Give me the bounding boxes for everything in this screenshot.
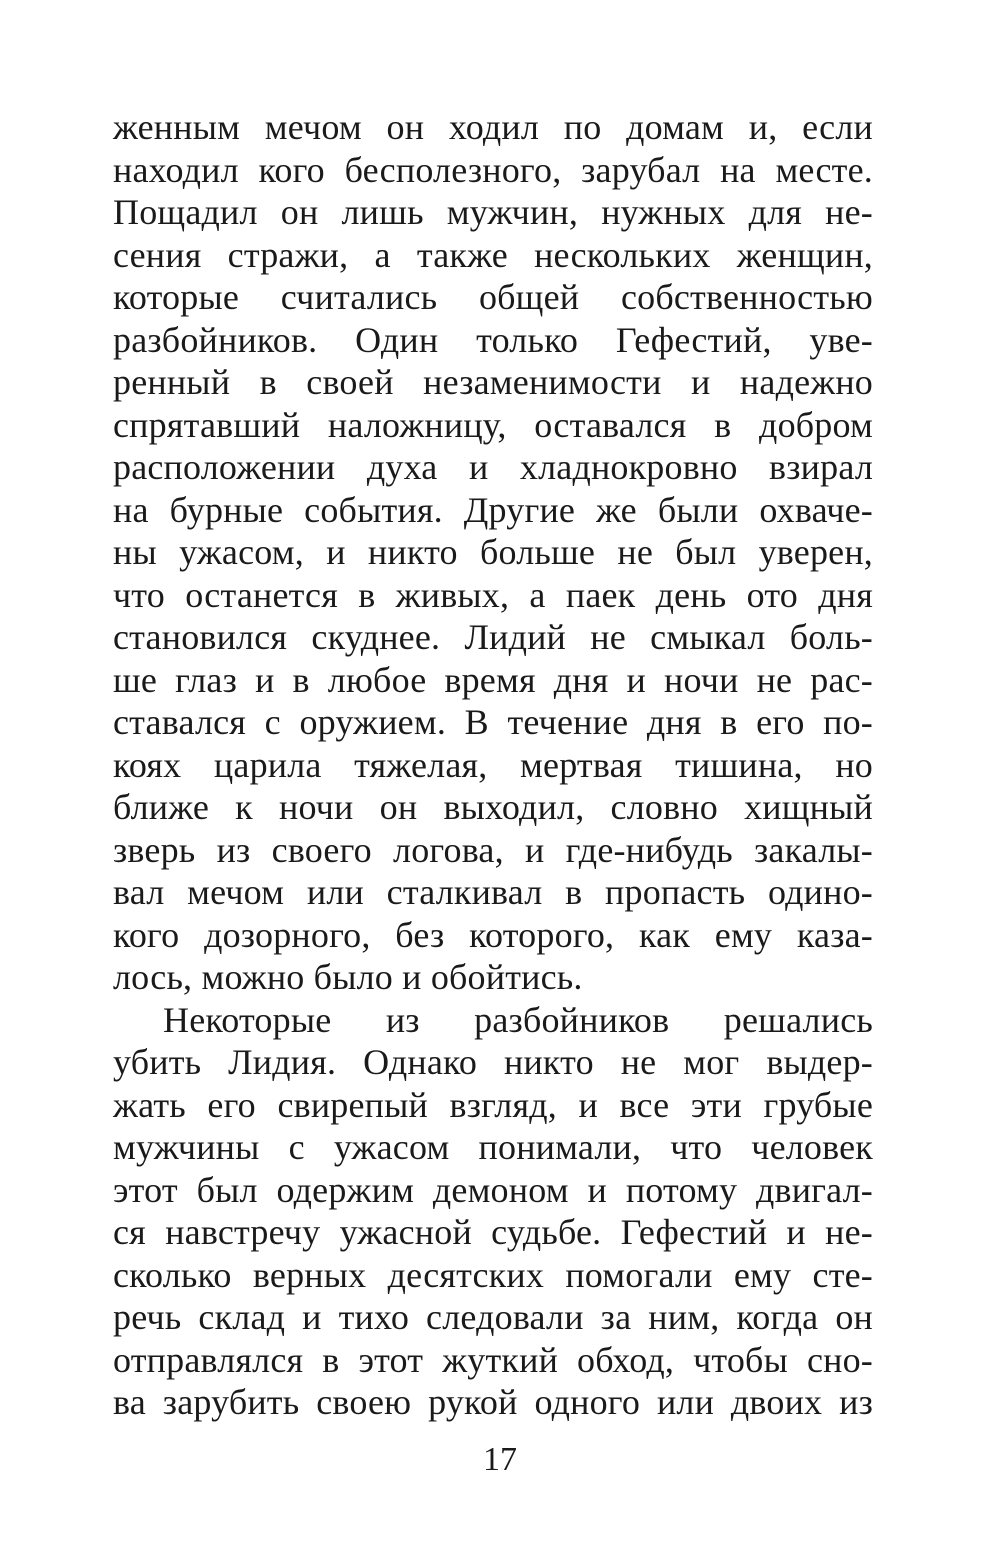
paragraph-2 xyxy=(113,999,873,1424)
paragraph-1 xyxy=(113,106,873,999)
text-line: речь склад и тихо следовали за ним, когда он xyxy=(113,1297,873,1337)
text-line: которые считались общей собственностью xyxy=(113,277,873,317)
text-line: ны ужасом, и никто больше не был уверен, xyxy=(113,532,873,572)
text-line: мужчины с ужасом понимали, что человек xyxy=(113,1127,873,1167)
text-line: ставался с оружием. В течение дня в его по- xyxy=(113,702,873,742)
text-line: разбойников. Один только Гефестий, уве- xyxy=(113,319,873,360)
text-line: становился скуднее. Лидий не смыкал боль- xyxy=(113,617,873,657)
text-line: этот был одержим демоном и потому двигал- xyxy=(113,1169,873,1210)
text-line: находил кого бесполезного, зарубал на месте. xyxy=(113,149,873,190)
text-line: лось, можно было и обойтись. xyxy=(113,957,583,997)
text-line: коях царила тяжелая, мертвая тишина, но xyxy=(113,744,873,785)
page-body xyxy=(113,106,873,1424)
text-line: ближе к ночи он выходил, словно хищный xyxy=(113,787,873,827)
text-line: зверь из своего логова, и где-нибудь закалы- xyxy=(113,829,873,870)
text-line: убить Лидия. Однако никто не мог выдер- xyxy=(113,1042,873,1082)
text-line: что останется в живых, а паек день ото дня xyxy=(113,574,873,615)
text-line: Пощадил он лишь мужчин, нужных для не- xyxy=(113,192,873,232)
text-line: женным мечом он ходил по домам и, если xyxy=(113,107,873,147)
text-line: отправлялся в этот жуткий обход, чтобы сно- xyxy=(113,1339,873,1380)
text-line: кого дозорного, без которого, как ему каза- xyxy=(113,914,873,955)
text-line: жать его свирепый взгляд, и все эти грубые xyxy=(113,1084,873,1125)
text-line: ва зарубить своею рукой одного или двоих из xyxy=(113,1382,873,1422)
text-line: спрятавший наложницу, оставался в добром xyxy=(113,404,873,445)
text-line: ся навстречу ужасной судьбе. Гефестий и не- xyxy=(113,1212,873,1252)
text-line: на бурные события. Другие же были охваче- xyxy=(113,489,873,530)
text-line: Некоторые из разбойников решались xyxy=(163,999,873,1040)
text-line: сколько верных десятских помогали ему сте- xyxy=(113,1254,873,1295)
page-number: 17 xyxy=(483,1441,517,1478)
text-line: ше глаз и в любое время дня и ночи не рас- xyxy=(113,659,873,700)
text-line: ренный в своей незаменимости и надежно xyxy=(113,362,873,402)
text-line: расположении духа и хладнокровно взирал xyxy=(113,447,873,487)
text-line: вал мечом или сталкивал в пропасть одино- xyxy=(113,872,873,912)
text-line: сения стражи, а также нескольких женщин, xyxy=(113,234,873,275)
